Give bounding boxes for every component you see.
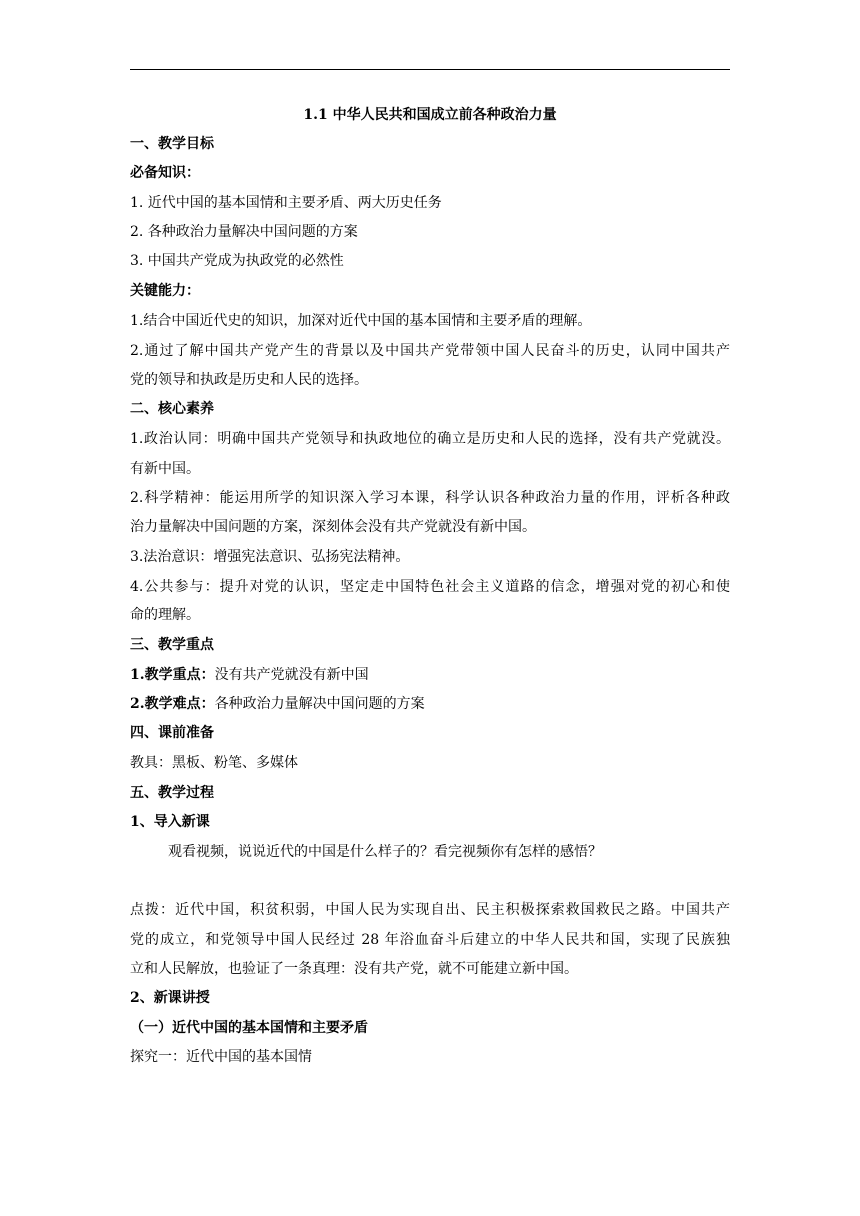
paragraph-scientific-spirit-line-1: 2.科学精神：能运用所学的知识深入学习本课，科学认识各种政治力量的作用，评析各种政 [130,490,730,506]
paragraph-scientific-spirit-line-2: 治力量解决中国问题的方案，深刻体会没有共产党就没有新中国。 [130,519,536,535]
subsection-heading: （一）近代中国的基本国情和主要矛盾 [130,1020,368,1036]
paragraph-hint-line-2: 党的成立，和党领导中国人民经过 28 年浴血奋斗后建立的中华人民共和国，实现了民族独 [130,932,730,948]
paragraph-tools: 教具：黑板、粉笔、多媒体 [130,755,298,771]
subheading-required-knowledge: 必备知识： [130,165,200,181]
paragraph-ability-2-line-2: 党的领导和执政是历史和人民的选择。 [130,372,368,388]
section-heading-key-points: 三、教学重点 [130,637,214,653]
paragraph-ability-1: 1.结合中国近代史的知识，加深对近代中国的基本国情和主要矛盾的理解。 [130,313,592,329]
header-rule [130,69,730,70]
subheading-key-abilities: 关键能力： [130,283,200,299]
section-heading-preparation: 四、课前准备 [130,725,214,741]
list-item: 1. 近代中国的基本国情和主要矛盾、两大历史任务 [130,195,442,211]
key-point-row [130,665,730,685]
difficulty-text: 各种政治力量解决中国问题的方案 [214,696,425,712]
paragraph-political-identity-line-2: 有新中国。 [130,461,200,477]
step-heading-new-lesson: 2、新课讲授 [130,990,210,1006]
key-point-label: 1.教学重点： [130,667,215,683]
paragraph-political-identity-line-1: 1.政治认同：明确中国共产党领导和执政地位的确立是历史和人民的选择，没有共产党就没。 [130,431,730,447]
list-item: 3. 中国共产党成为执政党的必然性 [130,253,344,269]
difficulty-row [130,694,730,714]
list-item: 2. 各种政治力量解决中国问题的方案 [130,224,358,240]
paragraph-ability-2-line-1: 2.通过了解中国共产党产生的背景以及中国共产党带领中国人民奋斗的历史，认同中国共产 [130,343,730,359]
section-heading-process: 五、教学过程 [130,785,214,801]
section-heading-core-literacy: 二、核心素养 [130,401,214,417]
paragraph-hint-line-1: 点拨：近代中国，积贫积弱，中国人民为实现自出、民主积极探索救国救民之路。中国共产 [130,902,730,918]
difficulty-label: 2.教学难点： [130,696,215,712]
key-point-text: 没有共产党就没有新中国 [214,667,369,683]
section-heading-objectives: 一、教学目标 [130,136,214,152]
page-title: 1.1 中华人民共和国成立前各种政治力量 [303,107,557,123]
paragraph-rule-of-law: 3.法治意识：增强宪法意识、弘扬宪法精神。 [130,549,410,565]
paragraph-inquiry-1: 探究一：近代中国的基本国情 [130,1049,312,1065]
step-heading-intro: 1、导入新课 [130,814,210,830]
paragraph-hint-line-3: 立和人民解放，也验证了一条真理：没有共产党，就不可能建立新中国。 [130,961,578,977]
paragraph-public-participation-line-2: 命的理解。 [130,607,200,623]
paragraph-public-participation-line-1: 4.公共参与：提升对党的认识，坚定走中国特色社会主义道路的信念，增强对党的初心和使 [130,579,730,595]
paragraph-intro-question: 观看视频，说说近代的中国是什么样子的？看完视频你有怎样的感悟？ [168,844,602,860]
